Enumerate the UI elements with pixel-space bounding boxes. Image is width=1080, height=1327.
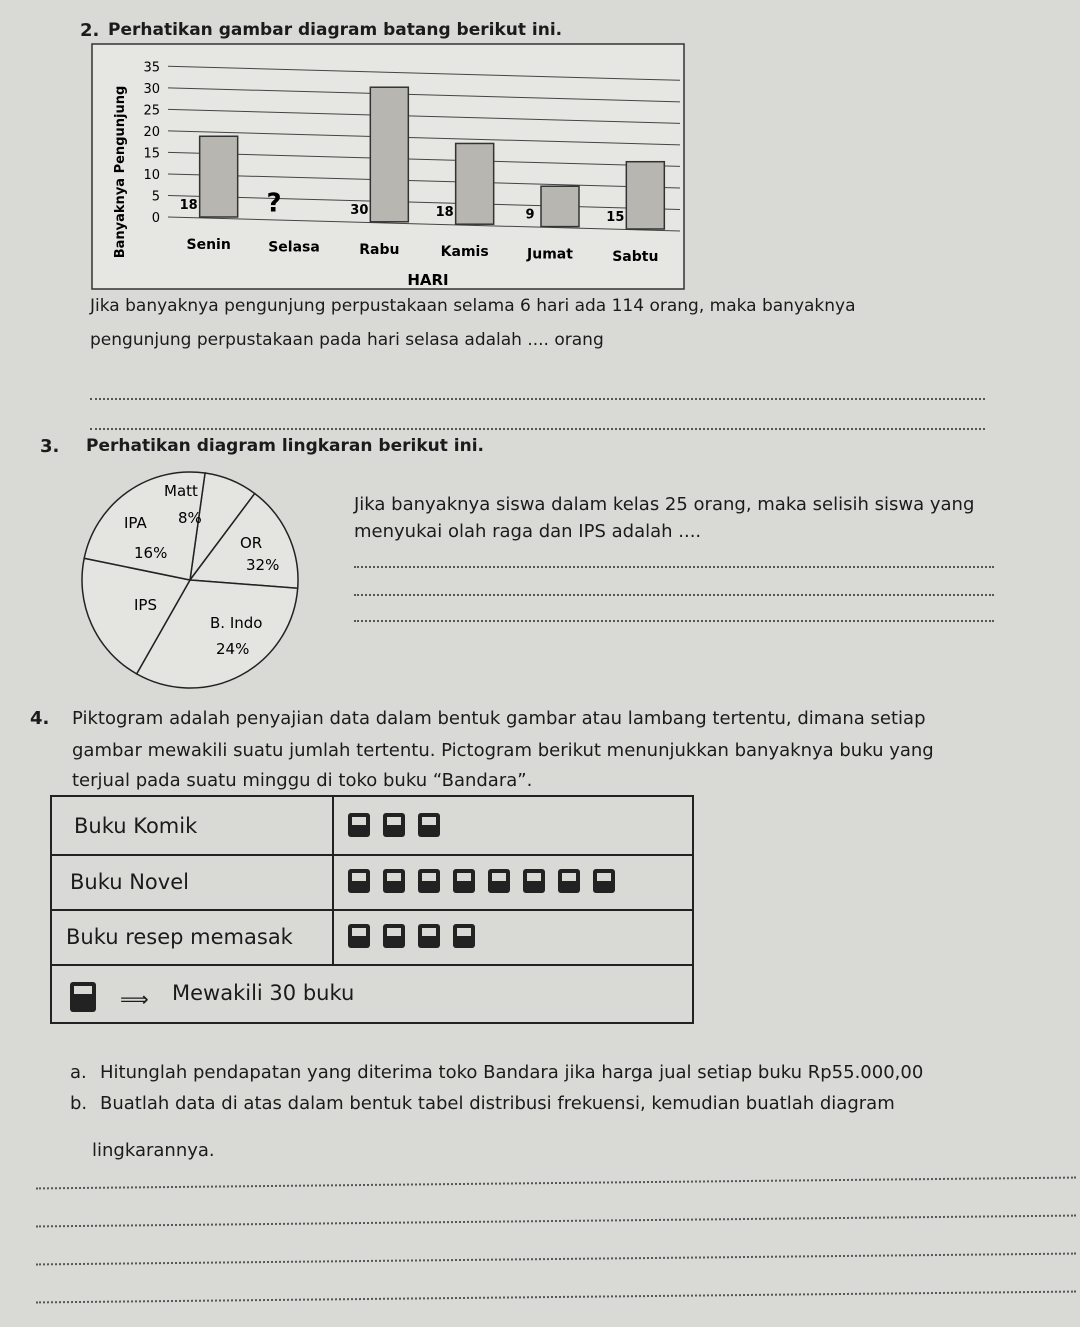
book-icon [488, 869, 510, 893]
q3-question-line1: Jika banyaknya siswa dalam kelas 25 orang, maka selisih siswa yang [354, 494, 975, 515]
row-label: Buku Komik [74, 814, 198, 838]
book-icon [348, 924, 370, 948]
pie-percent-label: 24% [216, 640, 250, 658]
bar-data-label: 18 [435, 205, 454, 221]
bar-data-label: 9 [525, 207, 535, 223]
pictogram-table [50, 795, 694, 1024]
q4-number: 4. [30, 708, 50, 729]
q4a-text: Hitunglah pendapatan yang diterima toko Bandara jika harga jual setiap buku Rp55.000,00 [100, 1062, 924, 1083]
q3-prompt: Perhatikan diagram lingkaran berikut ini. [86, 436, 484, 456]
book-icon [348, 869, 370, 893]
bar [626, 162, 664, 229]
q4-line2: gambar mewakili suatu jumlah tertentu. Pictogram berikut menunjukkan banyaknya buku yang [72, 740, 934, 761]
answer-line [354, 566, 994, 568]
bar-chart [90, 42, 690, 297]
book-icon [418, 813, 440, 837]
q2-prompt: Perhatikan gambar diagram batang berikut ini. [108, 20, 563, 40]
q4b-label: b. [70, 1093, 88, 1114]
book-icon [523, 869, 545, 893]
y-tick-label: 15 [143, 146, 160, 162]
answer-line [36, 1291, 1076, 1304]
pie-slices [82, 472, 298, 688]
answer-line [36, 1177, 1076, 1190]
pictogram-legend: Mewakili 30 buku [172, 981, 355, 1005]
y-tick-label: 0 [151, 211, 160, 226]
q3-number: 3. [40, 436, 60, 457]
x-tick-label: Rabu [359, 241, 400, 258]
answer-line [36, 1215, 1076, 1228]
row-label: Buku Novel [70, 870, 189, 894]
y-tick-label: 35 [143, 60, 160, 76]
book-icon [453, 924, 475, 948]
pie-slice-label: IPS [134, 596, 157, 614]
q4b-text2: lingkarannya. [92, 1140, 215, 1161]
bar-y-axis-label: Banyaknya Pengunjung [113, 85, 128, 259]
book-icon [453, 869, 475, 893]
bar-data-label: 15 [606, 210, 625, 225]
q2-question-line1: Jika banyaknya pengunjung perpustakaan selama 6 hari ada 114 orang, maka banyaknya [90, 296, 856, 316]
arrow-icon: ⟹ [120, 987, 149, 1011]
bar-data-label: 18 [179, 198, 198, 213]
answer-line [354, 620, 994, 622]
y-tick-label: 30 [143, 81, 160, 97]
y-tick-label: 10 [143, 167, 160, 183]
pictogram-icons [348, 869, 628, 897]
bar [541, 186, 579, 226]
book-icon [383, 869, 405, 893]
bar-data-label: 30 [350, 202, 369, 218]
y-tick-label: 20 [143, 124, 160, 140]
x-tick-label: Kamis [440, 244, 489, 261]
pie-percent-label: 16% [134, 544, 168, 562]
x-tick-label: Selasa [268, 239, 320, 256]
pie-percent-label: 32% [246, 556, 280, 574]
q2-question-line2: pengunjung perpustakaan pada hari selasa adalah .... orang [90, 330, 604, 350]
answer-line [354, 594, 994, 596]
book-icon [383, 813, 405, 837]
answer-line [90, 398, 985, 400]
book-icon [348, 813, 370, 837]
answer-line [36, 1253, 1076, 1266]
q4a-label: a. [70, 1062, 87, 1083]
x-tick-label: Sabtu [612, 249, 659, 265]
bar [200, 136, 238, 217]
pie-slice-label: B. Indo [210, 614, 263, 632]
pie-chart [60, 468, 350, 693]
q4-line3: terjual pada suatu minggu di toko buku “Bandara”. [72, 770, 533, 791]
pictogram-icons [348, 813, 453, 841]
y-tick-label: 5 [151, 189, 160, 205]
book-icon [383, 924, 405, 948]
y-tick-label: 25 [143, 103, 160, 119]
x-tick-label: Jumat [527, 246, 573, 263]
bar-x-axis-label: HARI [407, 271, 449, 289]
pie-percent-label: 8% [178, 509, 202, 527]
book-icon [70, 982, 96, 1012]
q3-question-line2: menyukai olah raga dan IPS adalah .... [354, 521, 702, 542]
q4b-text1: Buatlah data di atas dalam bentuk tabel distribusi frekuensi, kemudian buatlah diagram [100, 1093, 895, 1114]
bar-data-label: ? [266, 188, 282, 219]
pictogram-icons [348, 924, 488, 952]
bar [370, 87, 408, 222]
book-icon [418, 869, 440, 893]
x-tick-label: Senin [186, 237, 231, 253]
book-icon [558, 869, 580, 893]
q2-number: 2. [80, 20, 100, 41]
answer-line [90, 428, 985, 430]
book-icon [593, 869, 615, 893]
book-icon [418, 924, 440, 948]
q4-line1: Piktogram adalah penyajian data dalam bentuk gambar atau lambang tertentu, dimana setiap [72, 708, 926, 729]
pie-slice-label: Matt [164, 482, 198, 500]
bar [456, 143, 494, 224]
pie-slice-label: OR [240, 534, 263, 552]
pie-slice-label: IPA [124, 514, 147, 532]
row-label: Buku resep memasak [66, 925, 293, 949]
